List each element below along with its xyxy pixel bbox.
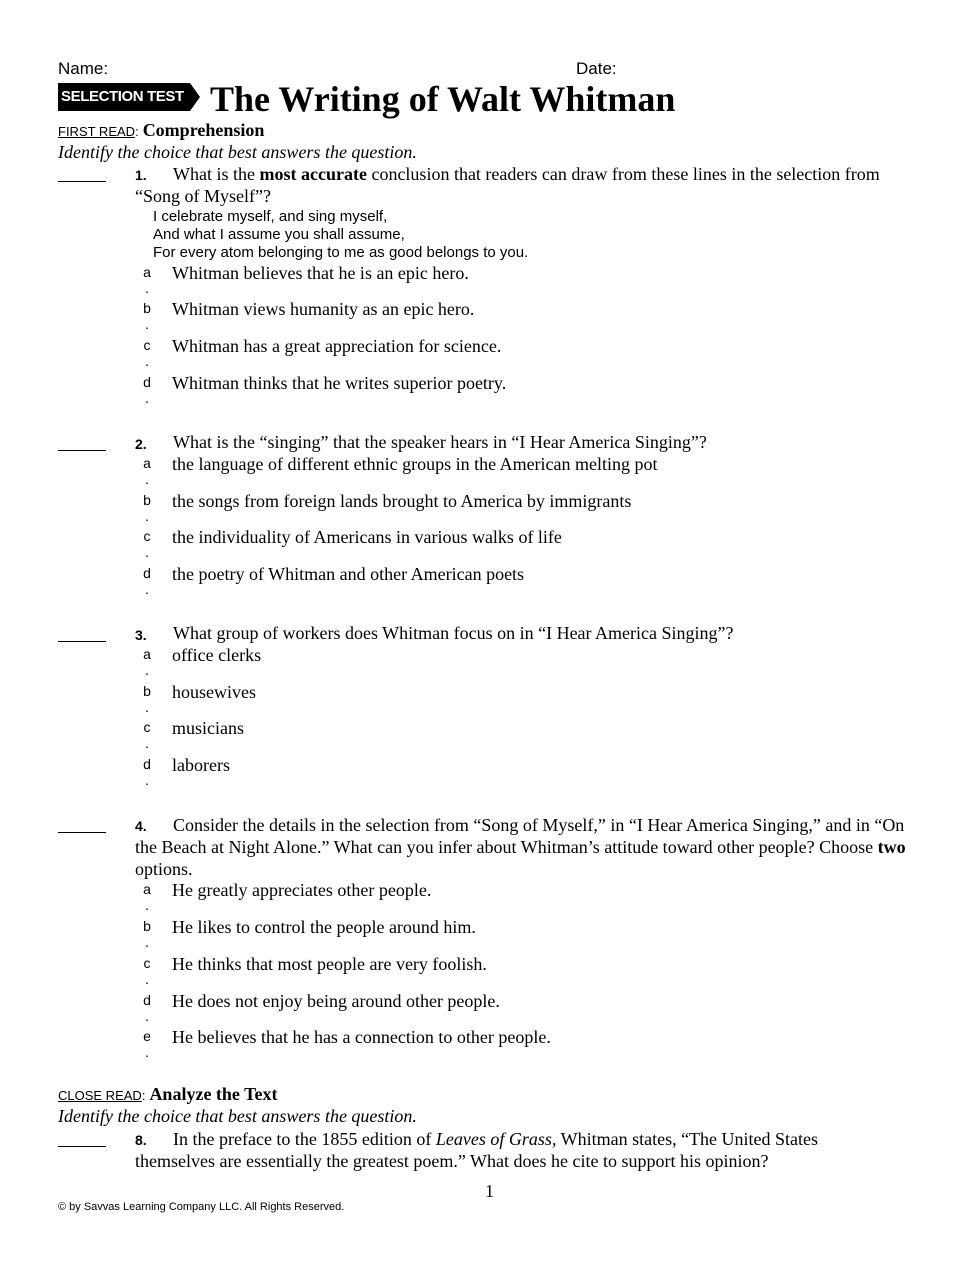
option-text[interactable]: musicians — [172, 718, 244, 738]
option-text[interactable]: the individuality of Americans in various walks of life — [172, 527, 562, 547]
option-text[interactable]: Whitman views humanity as an epic hero. — [172, 299, 475, 319]
close-read-heading: Analyze the Text — [149, 1084, 278, 1104]
answer-blank-q8[interactable] — [58, 1146, 106, 1147]
poem-line: I celebrate myself, and sing myself, — [153, 208, 388, 225]
option-letter: c . — [143, 719, 151, 751]
first-read-heading: Comprehension — [142, 120, 265, 140]
badge-text: SELECTION TEST — [61, 88, 184, 105]
option-text[interactable]: He believes that he has a connection to other people. — [172, 1027, 551, 1047]
option-letter: d . — [143, 374, 151, 406]
option-letter: a . — [143, 264, 151, 296]
option-text[interactable]: Whitman thinks that he writes superior poetry. — [172, 373, 507, 393]
option-letter: b . — [143, 918, 151, 950]
option-letter: a . — [143, 646, 151, 678]
selection-test-badge — [58, 83, 198, 111]
option-letter: e . — [143, 1028, 151, 1060]
option-letter: b . — [143, 300, 151, 332]
close-read-colon: : — [141, 1088, 146, 1103]
poem-line: For every atom belonging to me as good belongs to you. — [153, 244, 529, 261]
question-number: 4. — [135, 818, 147, 834]
option-text[interactable]: He does not enjoy being around other people. — [172, 991, 500, 1011]
first-read-colon: : — [135, 124, 139, 139]
question-number: 1. — [135, 167, 147, 183]
option-letter: c . — [143, 528, 151, 560]
option-letter: b . — [143, 492, 151, 524]
option-text[interactable]: office clerks — [172, 645, 262, 665]
question-number: 3. — [135, 627, 147, 643]
question-text-q4: Consider the details in the selection from “Song of Myself,” in “I Hear America Singing,” and in “On the Beach at Night Alone.” What can you infer about Whitman’s attitude toward other people? Choose two options. — [135, 815, 906, 879]
answer-blank-q2[interactable] — [58, 450, 106, 451]
option-text[interactable]: the songs from foreign lands brought to America by immigrants — [172, 491, 632, 511]
question-text-q2: What is the “singing” that the speaker hears in “I Hear America Singing”? — [173, 432, 707, 452]
option-letter: d . — [143, 565, 151, 597]
option-text[interactable]: He likes to control the people around him. — [172, 917, 476, 937]
answer-blank-q1[interactable] — [58, 181, 106, 182]
date-label: Date: — [576, 59, 617, 78]
close-read-heading-row — [58, 1084, 277, 1105]
question-text-q3: What group of workers does Whitman focus on in “I Hear America Singing”? — [173, 623, 734, 643]
question-text-q1: What is the most accurate conclusion that readers can draw from these lines in the selection from “Song of Myself”? — [135, 164, 880, 206]
option-text[interactable]: the poetry of Whitman and other American poets — [172, 564, 525, 584]
badge-arrow-icon — [190, 83, 200, 111]
option-text[interactable]: housewives — [172, 682, 256, 702]
question-number: 2. — [135, 436, 147, 452]
option-text[interactable]: Whitman believes that he is an epic hero. — [172, 263, 469, 283]
option-text[interactable]: He greatly appreciates other people. — [172, 880, 432, 900]
first-read-heading-row — [58, 120, 264, 141]
close-read-label: CLOSE READ — [58, 1088, 142, 1103]
name-label: Name: — [58, 59, 109, 78]
option-letter: c . — [143, 955, 151, 987]
first-read-instruction: Identify the choice that best answers the question. — [58, 142, 417, 162]
question-number: 8. — [135, 1132, 147, 1148]
poem-line: And what I assume you shall assume, — [153, 226, 405, 243]
option-text[interactable]: Whitman has a great appreciation for science. — [172, 336, 502, 356]
option-text[interactable]: the language of different ethnic groups in the American melting pot — [172, 454, 658, 474]
option-text[interactable]: He thinks that most people are very foolish. — [172, 954, 487, 974]
option-letter: d . — [143, 992, 151, 1024]
option-letter: a . — [143, 455, 151, 487]
copyright-notice: © by Savvas Learning Company LLC. All Rights Reserved. — [58, 1201, 345, 1213]
page-title: The Writing of Walt Whitman — [210, 79, 676, 119]
question-text-q8: In the preface to the 1855 edition of Leaves of Grass, Whitman states, “The United States themselves are essentially the greatest poem.” What does he cite to support his opinion? — [135, 1129, 819, 1171]
option-letter: d . — [143, 756, 151, 788]
answer-blank-q3[interactable] — [58, 641, 106, 642]
option-text[interactable]: laborers — [172, 755, 230, 775]
first-read-label: FIRST READ — [58, 124, 136, 139]
answer-blank-q4[interactable] — [58, 832, 106, 833]
close-read-instruction: Identify the choice that best answers the question. — [58, 1106, 417, 1126]
option-letter: a . — [143, 881, 151, 913]
option-letter: c . — [143, 337, 151, 369]
option-letter: b . — [143, 683, 151, 715]
page-number: 1 — [485, 1181, 494, 1201]
